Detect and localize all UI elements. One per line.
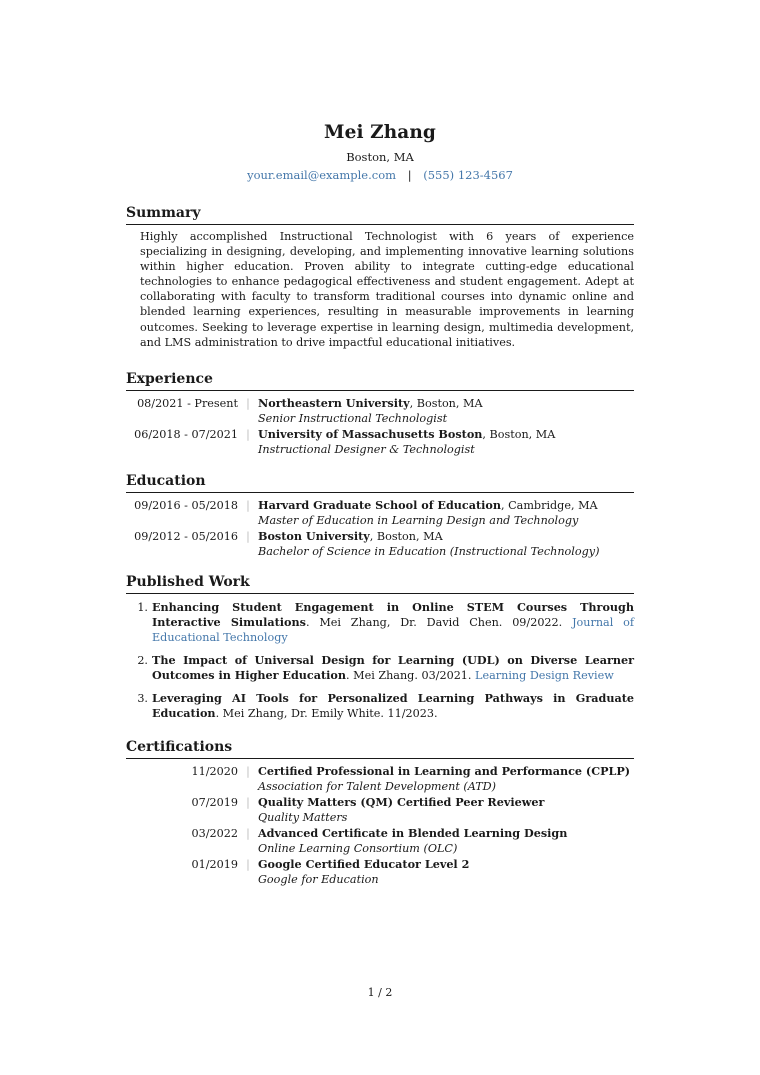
entry-date: 11/2020 [191, 764, 238, 778]
entry-org: Harvard Graduate School of Education [258, 497, 501, 512]
summary-section [126, 205, 634, 350]
entry-role: Senior Instructional Technologist [258, 411, 448, 425]
resume-header [126, 122, 634, 182]
education-section [126, 473, 634, 559]
contact-line [126, 168, 634, 182]
certification-entry [126, 857, 634, 887]
entry-divider: | [246, 857, 250, 871]
entry-role: Bachelor of Science in Education (Instructional Technology) [258, 544, 600, 558]
certification-issuer: Online Learning Consortium (OLC) [258, 841, 458, 855]
publication-item [126, 600, 634, 645]
entry-date: 07/2019 [191, 795, 238, 809]
summary-heading: Summary [126, 205, 634, 225]
certification-name: Quality Matters (QM) Certified Peer Reviewer [258, 794, 545, 809]
education-heading: Education [126, 473, 634, 493]
published-section [126, 574, 634, 721]
entry-date: 09/2012 - 05/2016 [134, 529, 238, 543]
certification-name: Certified Professional in Learning and Performance (CPLP) [258, 763, 631, 778]
entry-role: Instructional Designer & Technologist [258, 442, 475, 456]
publication-list [126, 600, 634, 721]
publication-title: Enhancing Student Engagement in Online STEM Courses Through Interactive Simulations [152, 599, 634, 629]
certification-entry [126, 764, 634, 794]
entry-body [258, 764, 634, 794]
education-entry [126, 498, 634, 528]
candidate-location: Boston, MA [346, 150, 414, 164]
publication-text [152, 653, 634, 683]
entry-date: 08/2021 - Present [137, 396, 238, 410]
entry-body [258, 427, 634, 457]
publication-details: . Mei Zhang, Dr. David Chen. 09/2022. [305, 615, 573, 629]
certification-issuer: Quality Matters [258, 810, 348, 824]
page-number: 1 / 2 [367, 986, 393, 999]
publication-venue-link[interactable]: Learning Design Review [475, 668, 614, 682]
entry-body [258, 857, 634, 887]
entry-divider: | [246, 427, 250, 441]
entry-location: , Boston, MA [369, 529, 443, 543]
entry-divider: | [246, 795, 250, 809]
certification-entry [126, 795, 634, 825]
email-link[interactable]: your.email@example.com [247, 168, 397, 182]
entry-divider: | [246, 529, 250, 543]
publication-text [152, 691, 634, 721]
certifications-section [126, 739, 634, 887]
entry-location: , Boston, MA [482, 427, 556, 441]
entry-org: Northeastern University [258, 395, 410, 410]
publication-title: Leveraging AI Tools for Personalized Learning Pathways in Graduate Education [152, 690, 634, 720]
publication-number: 3. [137, 691, 148, 705]
publication-item [126, 653, 634, 683]
certification-issuer: Google for Education [258, 872, 379, 886]
certification-name: Google Certified Educator Level 2 [258, 856, 470, 871]
summary-text: Highly accomplished Instructional Technologist with 6 years of experience specializing in designing, developing, and implementing innovative learning solutions within higher education. Proven ability to integrate cutting-edge educational technologies to enhance pedagogical effectiveness and student engagement. Adept at collaborating with faculty to transform traditional courses into dynamic online and blended learning experiences, resulting in measurable improvements in learning outcomes. Seeking to leverage expertise in learning design, multimedia development, and LMS administration to drive impactful educational initiatives. [140, 230, 634, 349]
experience-entry [126, 396, 634, 426]
published-heading: Published Work [126, 574, 634, 594]
entry-body [258, 498, 634, 528]
publication-number: 2. [137, 653, 148, 667]
entry-body [258, 826, 634, 856]
entry-date: 03/2022 [191, 826, 238, 840]
entry-body [258, 529, 634, 559]
entry-location: , Cambridge, MA [500, 498, 598, 512]
entry-divider: | [246, 396, 250, 410]
publication-title: The Impact of Universal Design for Learning (UDL) on Diverse Learner Outcomes in Higher Education [152, 652, 634, 682]
candidate-name: Mei Zhang [324, 122, 436, 143]
certifications-heading: Certifications [126, 739, 634, 759]
entry-location: , Boston, MA [409, 396, 483, 410]
education-list [126, 498, 634, 559]
education-entry [126, 529, 634, 559]
entry-date: 09/2016 - 05/2018 [134, 498, 238, 512]
experience-entry [126, 427, 634, 457]
contact-separator: | [407, 168, 412, 182]
certification-issuer: Association for Talent Development (ATD) [258, 779, 497, 793]
entry-divider: | [246, 826, 250, 840]
entry-date: 01/2019 [191, 857, 238, 871]
entry-date: 06/2018 - 07/2021 [134, 427, 238, 441]
experience-heading: Experience [126, 371, 634, 391]
experience-list [126, 396, 634, 457]
certification-entry [126, 826, 634, 856]
publication-item [126, 691, 634, 721]
phone-link[interactable]: (555) 123-4567 [423, 168, 513, 182]
entry-divider: | [246, 764, 250, 778]
resume-page [126, 0, 634, 888]
publication-number: 1. [137, 600, 148, 614]
publication-details: . Mei Zhang. 03/2021. [346, 668, 476, 682]
certification-name: Advanced Certificate in Blended Learning Design [258, 825, 568, 840]
entry-role: Master of Education in Learning Design and Technology [258, 513, 579, 527]
entry-org: Boston University [258, 528, 370, 543]
entry-divider: | [246, 498, 250, 512]
publication-venue-link[interactable]: Journal of Educational Technology [152, 615, 634, 644]
publication-text [152, 600, 634, 645]
certification-list [126, 764, 634, 887]
publication-details: . Mei Zhang, Dr. Emily White. 11/2023. [215, 706, 438, 720]
experience-section [126, 371, 634, 457]
entry-org: University of Massachusetts Boston [258, 426, 483, 441]
entry-body [258, 396, 634, 426]
entry-body [258, 795, 634, 825]
